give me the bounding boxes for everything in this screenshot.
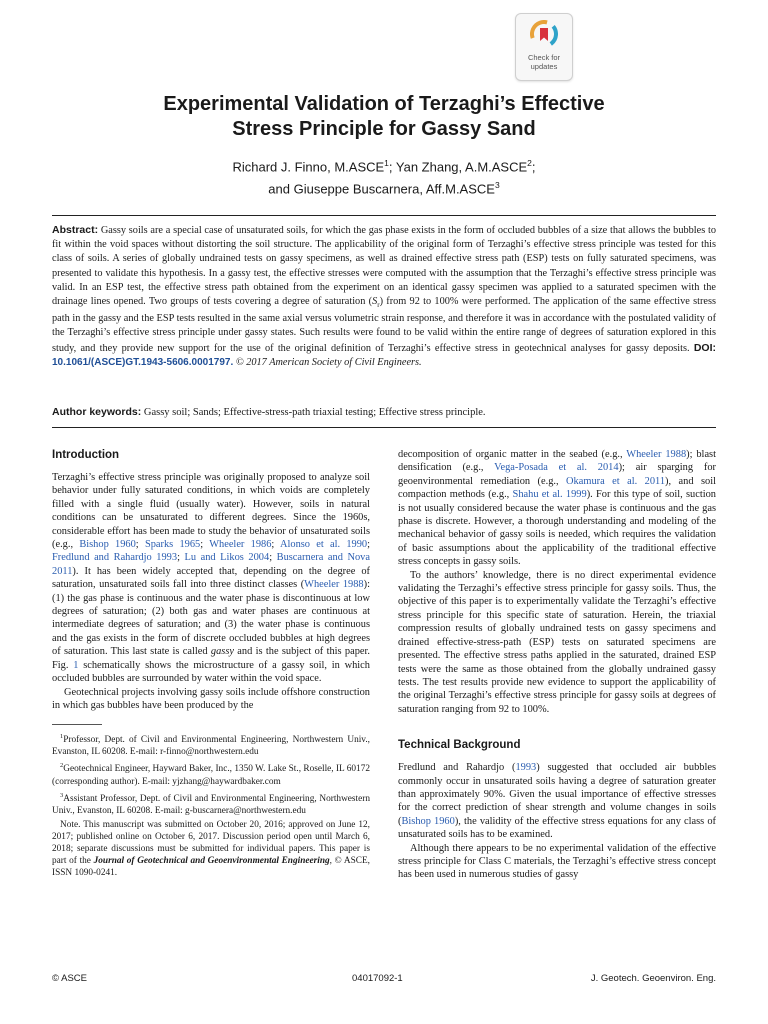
- author-sup-2: 2: [527, 158, 532, 168]
- author-buscarnera: and Giuseppe Buscarnera, Aff.M.ASCE: [268, 181, 495, 197]
- ref-wheeler-1988[interactable]: Wheeler 1988: [626, 449, 687, 460]
- ref-bishop-1960[interactable]: Bishop 1960: [79, 539, 136, 551]
- paper-title: [60, 92, 708, 142]
- ref-shahu-1999[interactable]: Shahu et al. 1999: [512, 489, 587, 501]
- abstract-symbol-sr: S: [372, 296, 378, 308]
- doi-link[interactable]: 10.1061/(ASCE)GT.1943-5606.0001797.: [52, 356, 234, 368]
- ref-buscarnera-nova-2011[interactable]: Buscarnera and Nova 2011: [52, 552, 370, 577]
- abstract-symbol-sr-sub: r: [377, 301, 380, 310]
- abstract-label: Abstract:: [52, 224, 99, 236]
- intro-paragraph-1: [52, 471, 370, 686]
- footnote-2-text: Geotechnical Engineer, Hayward Baker, Inc., 1350 W. Lake St., Roselle, IL 60172 (corresponding author). E-mail: yjzhang@haywardbaker.com: [52, 764, 370, 787]
- footnote-3-marker: 3: [60, 791, 64, 799]
- background-paragraph-2: Although there appears to be no experimental validation of the effective stress principle for Class C materials, the Terzaghi’s effective stress concept has been used in numerous studies of gassy: [398, 842, 716, 881]
- abstract-top-rule: [52, 215, 716, 216]
- footnote-1-text: Professor, Dept. of Civil and Environmental Engineering, Northwestern Univ., Evanston, IL 60208. E-mail: r-finno@northwestern.edu: [52, 735, 370, 758]
- keywords-label: Author keywords:: [52, 406, 142, 418]
- body-text: ), and soil compaction methods (e.g.,: [398, 475, 716, 501]
- body-text: decomposition of organic matter in the seabed (e.g.,: [398, 449, 627, 460]
- ref-fredlund-rahardjo-1993[interactable]: Fredlund and Rahardjo 1993: [52, 552, 178, 564]
- check-for-updates-badge[interactable]: [515, 13, 573, 81]
- author-keywords: [52, 405, 716, 420]
- abstract-text-2: ) from 92 to 100% were performed. The application of the same effective stress path in the gassy and the ESP tests resulted in the same axial versus volumetric strain response, and therefore it was in accordance with the postulated validity of the Terzaghi’s effective stress principle under gassy states. Such results were found to be valid within the entire range of degrees of saturation explored in this study, and they provide new support for the use of the original definition of Terzaghi’s effective stress in geotechnical analyses for gassy deposits.: [52, 296, 716, 354]
- right-paragraph-1: [398, 448, 716, 569]
- author-line1: [60, 154, 708, 176]
- badge-label-line1: Check for: [527, 53, 561, 62]
- footnote-2: [52, 760, 370, 787]
- body-text: ); blast densification (e.g.,: [398, 449, 716, 474]
- footnote-3: [52, 790, 370, 817]
- author-separator: ;: [531, 159, 536, 175]
- ref-alonso-1990[interactable]: Alonso et al. 1990: [279, 539, 368, 551]
- note-text: Note. This manuscript was submitted on October 20, 2016; approved on June 12, 2017; published online on October 6, 2017. Discussion period open until March 6, 2018; separate discussions must be submitted for individual papers. This paper is part of the: [52, 819, 370, 866]
- footnote-1: [52, 731, 370, 758]
- intro-text: ): (1) the gas phase is continuous and the water phase is discontinuous at low degrees of saturation; (2) both gas and water phases are continuous at intermediate degrees of saturation; and (3) the water phase is continuous and the gas exists in the form of discrete occluded bubbles at high degrees of saturation. This last state is called: [52, 579, 370, 658]
- footer-journal: J. Geotech. Geoenviron. Eng.: [590, 973, 716, 984]
- page-footer: [52, 973, 716, 987]
- body-text: ). For this type of soil, suction is not usually considered because the water phase is continuous and the gas phase is discrete. However, a thorough understanding and modeling of the mechanical behavior of gassy soils is needed, which requires the validation of basic assumptions about the applicability of the traditional effective stress concepts in gassy soils.: [398, 489, 716, 568]
- ref-wheeler-1988[interactable]: Wheeler 1988: [304, 579, 364, 591]
- ref-separator: ;: [367, 539, 370, 551]
- ref-separator: ;: [177, 552, 185, 564]
- body-text: ); air sparging for geoenvironmental remediation (e.g.,: [398, 462, 716, 487]
- ref-separator: ;: [200, 539, 210, 551]
- footer-publisher: © ASCE: [52, 973, 87, 984]
- body-text: Fredlund and Rahardjo (: [398, 762, 516, 774]
- keywords-text: Gassy soil; Sands; Effective-stress-path triaxial testing; Effective stress principle.: [141, 407, 486, 418]
- author-zhang: ; Yan Zhang, A.M.ASCE: [388, 159, 528, 175]
- right-column: [398, 448, 716, 882]
- keywords-bottom-rule: [52, 427, 716, 428]
- body-text: ), the validity of the effective stress equations for any class of unsaturated soils has to be examined.: [398, 815, 716, 841]
- ref-fredlund-rahardjo-1993-year[interactable]: 1993: [515, 762, 537, 774]
- background-paragraph-1: [398, 761, 716, 841]
- abstract: [52, 223, 716, 370]
- ref-sparks-1965[interactable]: Sparks 1965: [144, 539, 201, 551]
- intro-text: schematically shows the microstructure of a gassy soil, in which occluded bubbles are surrounded by water within the void space.: [52, 659, 370, 685]
- doi-label: DOI:: [693, 341, 716, 354]
- title-line2: Stress Principle for Gassy Sand: [232, 118, 536, 140]
- check-for-updates-icon: [530, 20, 558, 48]
- ref-vega-posada-2014[interactable]: Vega-Posada et al. 2014: [494, 462, 619, 474]
- ref-wheeler-1986[interactable]: Wheeler 1986: [209, 539, 272, 551]
- introduction-heading: Introduction: [52, 449, 120, 461]
- ref-lu-likos-2004[interactable]: Lu and Likos 2004: [184, 552, 270, 564]
- journal-name: Journal of Geotechnical and Geoenvironmental Engineering: [93, 855, 330, 866]
- author-sup-3: 3: [494, 180, 500, 191]
- author-list: [60, 154, 708, 199]
- submission-note: [52, 819, 370, 879]
- copyright-notice: © 2017 American Society of Civil Engineers.: [233, 356, 422, 368]
- ref-bishop-1960[interactable]: Bishop 1960: [401, 815, 455, 827]
- author-sup-1: 1: [384, 158, 389, 168]
- author-line2: [60, 176, 708, 198]
- note-text: , © ASCE, ISSN 1090-0241.: [52, 855, 370, 878]
- ref-okamura-2011[interactable]: Okamura et al. 2011: [566, 475, 666, 487]
- author-finno: Richard J. Finno, M.ASCE: [232, 159, 385, 175]
- technical-background-heading: Technical Background: [398, 739, 521, 752]
- ref-separator: ;: [271, 539, 280, 551]
- footnote-2-marker: 2: [60, 762, 64, 770]
- right-paragraph-2: To the authors’ knowledge, there is no direct experimental evidence validating the Terzaghi’s effective stress principle for gassy soils. Thus, the objective of this paper is to experimentally validate the Terzaghi’s effective stress principle for this specific state of saturation. Herein, the triaxial compression results of globally undrained tests on gassy specimens and drained effective-stress-path (ESP) tests on saturated specimens are presented. The effective stress paths applied in the saturated, drained ESP tests were the same as those obtained from the globally undrained gassy tests. The test results provide new evidence to support the applicability of the original Terzaghi’s effective stress principle for gassy soils at degrees of saturation ranging from 92 to 100%.: [398, 569, 716, 715]
- intro-text: ). It has been widely accepted that, depending on the degree of saturation, unsaturated soils fall into three distinct classes (: [52, 565, 370, 591]
- abstract-text: Gassy soils are a special case of unsaturated soils, for which the gas phase exists in the form of occluded bubbles of a size that allows the bubbles to fit within the void spaces without distorting the soil structure. The applicability of the original form of Terzaghi’s effective stress principle was tested for this class of soils. A series of globally undrained tests on gassy specimens, as well as drained effective stress path (ESP) tests on fully saturated specimens, was presented to validate this hypothesis. In a gassy test, the effective stresses were computed with the assumption that the Terzaghi’s effective stress principle was valid. In an ESP test, the effective stress path obtained from the experiment on an identical gassy specimen was applied to a saturated specimen with the drainage lines opened. Two groups of tests covering a degree of saturation (: [52, 225, 716, 308]
- intro-text: Terzaghi’s effective stress principle was originally proposed to analyze soil behavior under fully saturated conditions, in which voids are completely filled with a single fluid (usually water). However, soils in natural conditions can be unsaturated to different degrees. Since the 1960s, considerable effort has been made to study the behavior of unsaturated soils (e.g.,: [52, 472, 370, 551]
- footnote-3-text: Assistant Professor, Dept. of Civil and Environmental Engineering, Northwestern Univ., Evanston, IL 60208. E-mail: g-buscarnera@northwestern.edu: [52, 793, 370, 816]
- ref-separator: ;: [269, 552, 277, 564]
- badge-label-line2: updates: [530, 62, 558, 71]
- title-line1: Experimental Validation of Terzaghi’s Effective: [163, 93, 605, 115]
- left-column: [52, 448, 370, 881]
- body-text: ) suggested that occluded air bubbles commonly occur in unsaturated soils having a degree of saturation greater than approximately 90%. Given the usual importance of effective stresses for the correct prediction of shear strength and volume changes in soils (: [398, 762, 716, 827]
- intro-text: and is the subject of this paper. Fig.: [52, 646, 371, 671]
- footnote-rule: [52, 724, 102, 725]
- footer-article-number: 04017092-1: [352, 973, 403, 984]
- ref-separator: ;: [135, 539, 145, 551]
- figure-1-link[interactable]: 1: [73, 659, 79, 671]
- footnote-1-marker: 1: [60, 733, 64, 741]
- intro-emphasis: gassy: [210, 646, 234, 658]
- intro-paragraph-2: Geotechnical projects involving gassy soils include offshore construction in which gas bubbles have been produced by the: [52, 686, 370, 711]
